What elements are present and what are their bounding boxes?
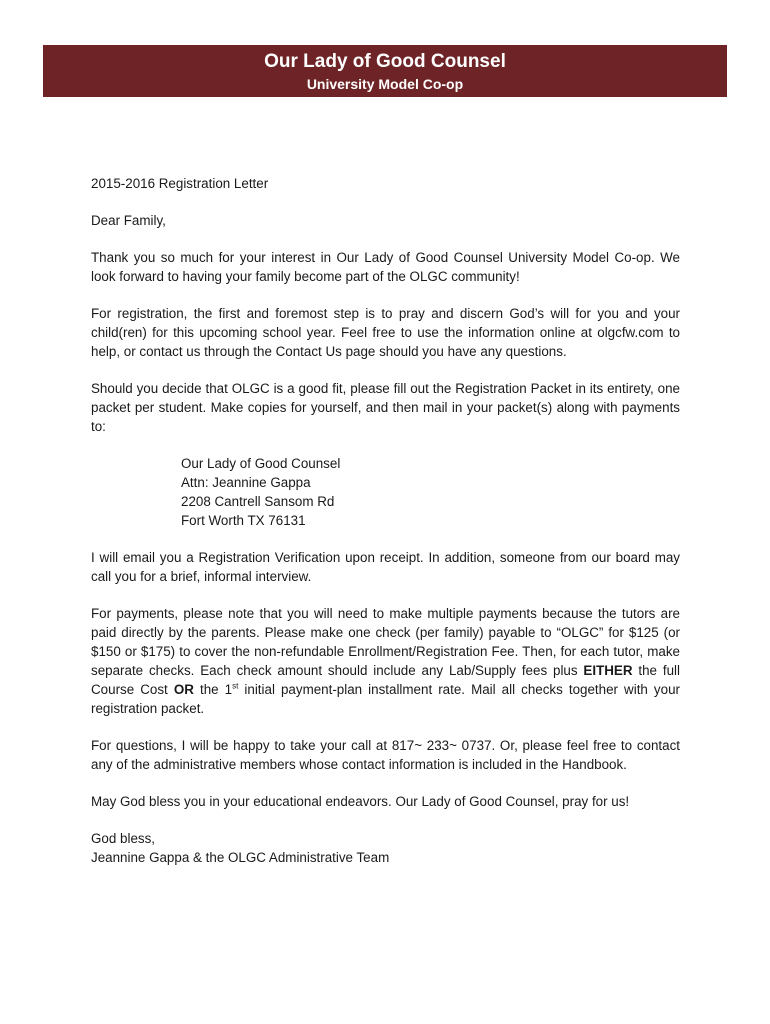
org-title: Our Lady of Good Counsel xyxy=(264,51,506,72)
signature: Jeannine Gappa & the OLGC Administrative Team xyxy=(91,850,390,865)
letter-heading: 2015-2016 Registration Letter xyxy=(91,176,269,191)
salutation: Dear Family, xyxy=(91,213,166,228)
either-emphasis: EITHER xyxy=(583,663,633,678)
signoff xyxy=(91,829,680,867)
payments-text-b: the full Course Cost xyxy=(91,663,680,697)
letter-body xyxy=(91,174,680,867)
ordinal-suffix: st xyxy=(232,681,239,691)
paragraph-payments xyxy=(91,604,680,718)
org-subtitle: University Model Co-op xyxy=(306,76,464,92)
paragraph-blessing: May God bless you in your educational endeavors. Our Lady of Good Counsel, pray for us! xyxy=(91,794,630,809)
paragraph-packet: Should you decide that OLGC is a good fit, please fill out the Registration Packet in its entirety, one packet per student. Make copies for yourself, and then mail in your packet(s) along with payments to: xyxy=(91,381,680,434)
or-emphasis: OR xyxy=(173,682,194,697)
address-line: Our Lady of Good Counsel xyxy=(181,456,341,471)
payments-text-c: the 1 xyxy=(199,682,233,697)
mailing-address xyxy=(181,454,680,530)
paragraph-intro: Thank you so much for your interest in Our Lady of Good Counsel University Model Co-op. We look forward to having your family become part of the OLGC community! xyxy=(91,250,680,284)
address-line: 2208 Cantrell Sansom Rd xyxy=(181,494,335,509)
address-line: Fort Worth TX 76131 xyxy=(181,513,306,528)
address-line: Attn: Jeannine Gappa xyxy=(181,475,311,490)
payments-text-d: initial payment-plan installment rate. Mail all checks together with your registration packet. xyxy=(91,682,680,716)
header-banner xyxy=(43,45,727,97)
paragraph-verification: I will email you a Registration Verification upon receipt. In addition, someone from our board may call you for a brief, informal interview. xyxy=(91,550,680,584)
closing: God bless, xyxy=(91,831,156,846)
paragraph-registration: For registration, the first and foremost step is to pray and discern God’s will for you and your child(ren) for this upcoming school year. Feel free to use the information online at olgcfw.com to help, or contact us through the Contact Us page should you have any questions. xyxy=(91,306,680,359)
payments-text-a: For payments, please note that you will need to make multiple payments because the tutors are paid directly by the parents. Please make one check (per family) payable to “OLGC” for $125 (or $150 or $175) to cover the non-refundable Enrollment/Registration Fee. Then, for each tutor, make separate checks. Each check amount should include any Lab/Supply fees plus xyxy=(91,606,680,678)
paragraph-questions: For questions, I will be happy to take your call at 817~ 233~ 0737. Or, please feel free to contact any of the administrative members whose contact information is included in the Handbook. xyxy=(91,738,680,772)
